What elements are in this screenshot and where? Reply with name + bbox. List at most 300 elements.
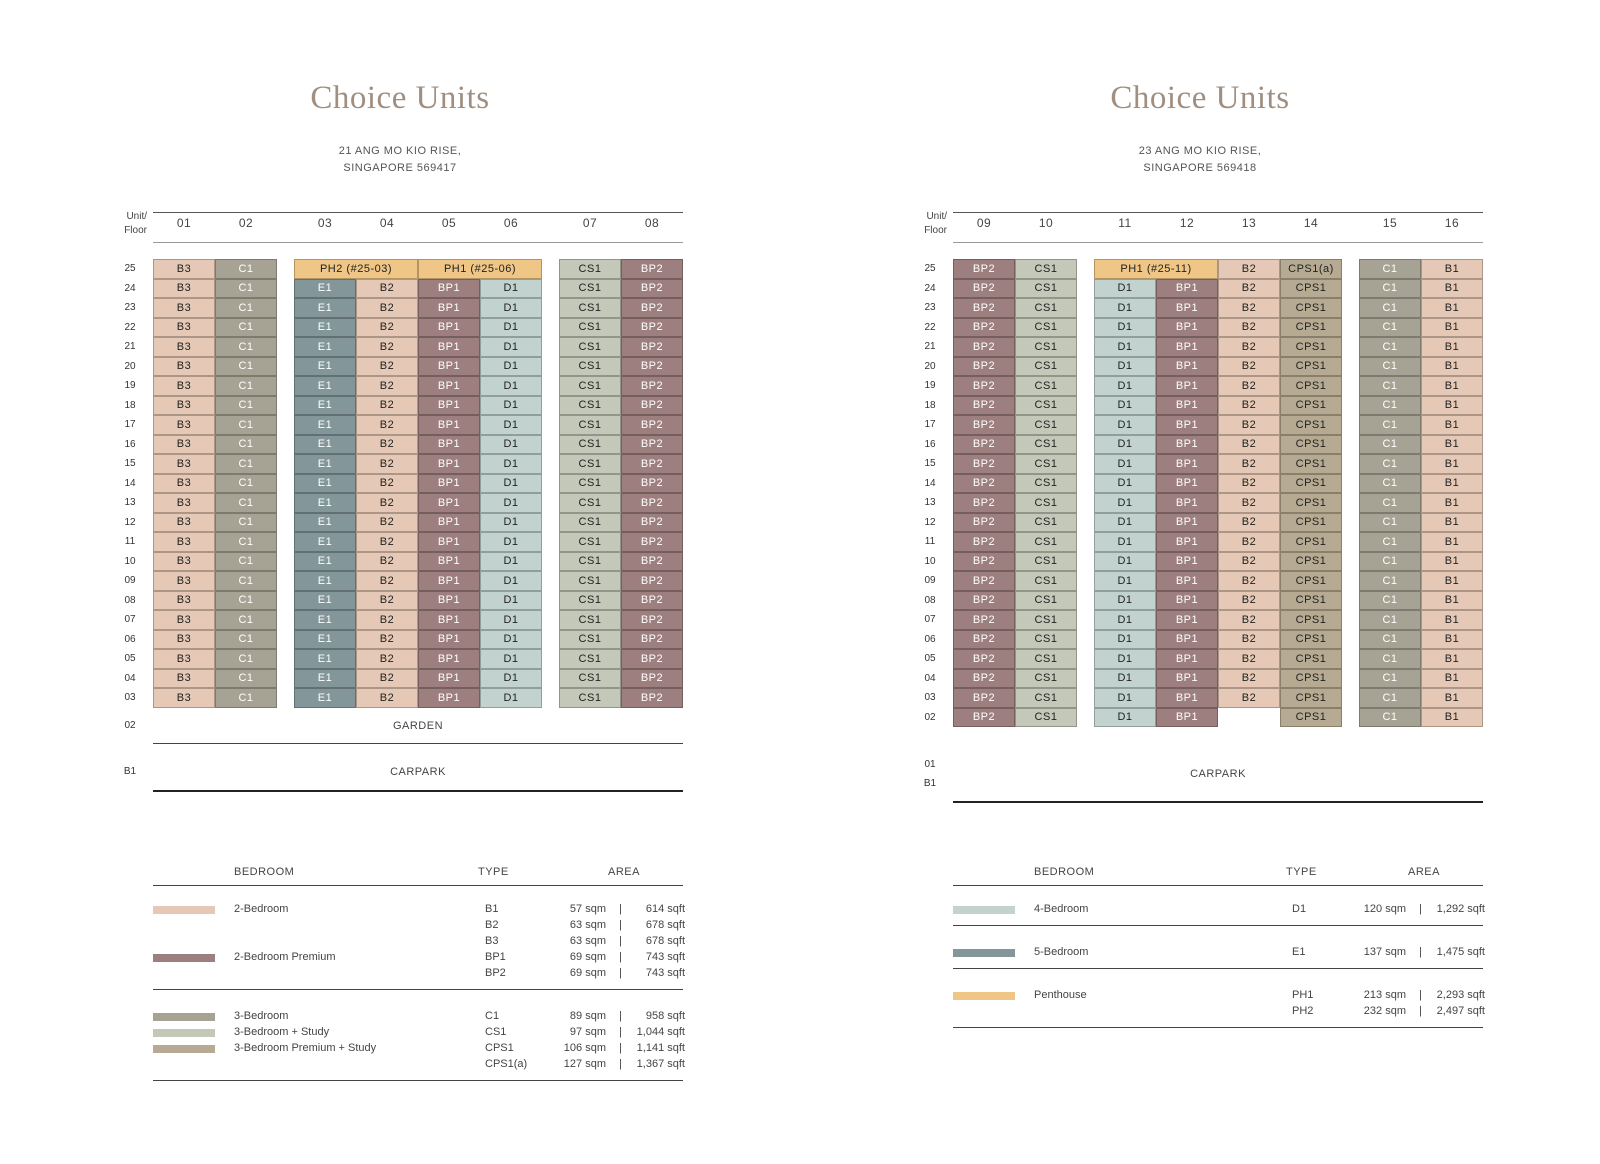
unit-cell: B2 bbox=[356, 552, 418, 572]
unit-cell: C1 bbox=[215, 630, 277, 650]
unit-cell: B2 bbox=[1218, 259, 1280, 279]
unit-cell: E1 bbox=[294, 415, 356, 435]
legend-sqft: 1,292 sqft bbox=[1436, 903, 1485, 915]
legend-swatch bbox=[153, 1013, 215, 1021]
unit-cell: BP2 bbox=[621, 357, 683, 377]
unit-cell: E1 bbox=[294, 669, 356, 689]
unit-cell: C1 bbox=[1359, 630, 1421, 650]
floor-label-12: 12 bbox=[124, 516, 136, 528]
floor-label-b1: B1 bbox=[123, 765, 137, 777]
unit-cell: BP2 bbox=[621, 571, 683, 591]
floor-label-06: 06 bbox=[924, 633, 936, 645]
unit-cell: B1 bbox=[1421, 591, 1483, 611]
unit-cell: BP2 bbox=[621, 610, 683, 630]
unit-cell: D1 bbox=[1094, 649, 1156, 669]
unit-cell: C1 bbox=[215, 493, 277, 513]
unit-cell: BP2 bbox=[953, 493, 1015, 513]
legend-sep: | bbox=[619, 903, 622, 915]
unit-cell: B1 bbox=[1421, 532, 1483, 552]
unit-cell: CS1 bbox=[1015, 474, 1077, 494]
unit-cell: C1 bbox=[215, 376, 277, 396]
unit-cell: BP2 bbox=[953, 649, 1015, 669]
unit-cell: E1 bbox=[294, 552, 356, 572]
legend-sqft: 2,293 sqft bbox=[1436, 989, 1485, 1001]
unit-cell: CS1 bbox=[1015, 630, 1077, 650]
floor-label-19: 19 bbox=[924, 380, 936, 391]
unit-cell: CPS1 bbox=[1280, 610, 1342, 630]
unit-cell: C1 bbox=[215, 532, 277, 552]
legend-sqm: 137 sqm bbox=[1363, 946, 1406, 958]
unit-cell: B2 bbox=[356, 630, 418, 650]
legend-type: B2 bbox=[485, 919, 499, 931]
unit-cell: BP2 bbox=[621, 591, 683, 611]
unit-cell: B3 bbox=[153, 493, 215, 513]
unit-cell: D1 bbox=[480, 688, 542, 708]
unit-cell: B3 bbox=[153, 630, 215, 650]
unit-cell: C1 bbox=[1359, 669, 1421, 689]
unit-cell: D1 bbox=[1094, 318, 1156, 338]
unit-cell: C1 bbox=[1359, 357, 1421, 377]
unit-cell: BP2 bbox=[621, 630, 683, 650]
floor-label-05: 05 bbox=[924, 653, 936, 664]
unit-cell: B1 bbox=[1421, 474, 1483, 494]
unit-cell: CPS1 bbox=[1280, 279, 1342, 299]
unit-cell: D1 bbox=[1094, 630, 1156, 650]
unit-cell: C1 bbox=[215, 552, 277, 572]
legend-type: B3 bbox=[485, 935, 499, 947]
unit-cell: D1 bbox=[1094, 571, 1156, 591]
unit-cell: D1 bbox=[1094, 688, 1156, 708]
legend-sep: | bbox=[1419, 903, 1422, 915]
legend-sep: | bbox=[619, 1026, 622, 1038]
unit-cell: B1 bbox=[1421, 669, 1483, 689]
unit-cell: BP1 bbox=[1156, 376, 1218, 396]
floor-label-13: 13 bbox=[924, 497, 936, 508]
floor-label-24: 24 bbox=[124, 282, 136, 294]
unit-cell: D1 bbox=[1094, 708, 1156, 728]
floor-label-08: 08 bbox=[924, 594, 936, 606]
legend-header-type: TYPE bbox=[478, 866, 509, 878]
legend-sep: | bbox=[619, 919, 622, 931]
unit-cell: CPS1 bbox=[1280, 688, 1342, 708]
unit-cell: BP2 bbox=[621, 337, 683, 357]
unit-cell: C1 bbox=[1359, 552, 1421, 572]
unit-cell: B1 bbox=[1421, 376, 1483, 396]
unit-cell: CS1 bbox=[559, 298, 621, 318]
unit-cell: BP2 bbox=[953, 435, 1015, 455]
floor-label-08: 08 bbox=[124, 594, 136, 606]
unit-cell: BP2 bbox=[621, 493, 683, 513]
unit-cell: B1 bbox=[1421, 337, 1483, 357]
unit-cell: BP1 bbox=[418, 532, 480, 552]
unit-cell: D1 bbox=[480, 571, 542, 591]
unit-cell: CPS1 bbox=[1280, 552, 1342, 572]
unit-cell: BP1 bbox=[1156, 688, 1218, 708]
unit-cell: B1 bbox=[1421, 649, 1483, 669]
unit-cell: BP1 bbox=[1156, 571, 1218, 591]
unit-cell: B1 bbox=[1421, 493, 1483, 513]
unit-cell: D1 bbox=[480, 610, 542, 630]
floor-label-05: 05 bbox=[124, 653, 136, 664]
legend-divider bbox=[953, 925, 1483, 926]
unit-cell: BP2 bbox=[953, 630, 1015, 650]
legend-swatch bbox=[953, 992, 1015, 1000]
unit-cell: B2 bbox=[1218, 532, 1280, 552]
unit-cell: CS1 bbox=[1015, 279, 1077, 299]
right-panel bbox=[800, 0, 1600, 1164]
legend-label: Penthouse bbox=[1034, 989, 1087, 1001]
unit-label: Unit/ bbox=[926, 211, 947, 222]
unit-cell: CS1 bbox=[559, 532, 621, 552]
unit-cell: BP1 bbox=[1156, 610, 1218, 630]
unit-cell: CPS1 bbox=[1280, 454, 1342, 474]
unit-cell: C1 bbox=[1359, 318, 1421, 338]
unit-cell: CS1 bbox=[1015, 337, 1077, 357]
penthouse-cell: PH2 (#25-03) bbox=[294, 259, 418, 279]
unit-cell: B2 bbox=[356, 474, 418, 494]
legend-sqm: 127 sqm bbox=[563, 1058, 606, 1070]
unit-cell: BP2 bbox=[621, 298, 683, 318]
legend-header-type: TYPE bbox=[1286, 866, 1317, 878]
legend-label: 3-Bedroom + Study bbox=[234, 1026, 330, 1038]
unit-cell: B2 bbox=[1218, 552, 1280, 572]
unit-cell: BP2 bbox=[953, 357, 1015, 377]
penthouse-cell: PH1 (#25-11) bbox=[1094, 259, 1218, 279]
floor-label-22: 22 bbox=[124, 321, 136, 333]
unit-cell: E1 bbox=[294, 376, 356, 396]
unit-cell: CS1 bbox=[559, 630, 621, 650]
address-line-1: 23 ANG MO KIO RISE, bbox=[1138, 145, 1262, 157]
legend-sqm: 97 sqm bbox=[569, 1026, 606, 1038]
unit-cell: BP2 bbox=[621, 259, 683, 279]
legend-sqft: 2,497 sqft bbox=[1436, 1005, 1485, 1017]
unit-cell: BP1 bbox=[418, 298, 480, 318]
floor-label: Floor bbox=[924, 225, 947, 236]
legend-type: PH1 bbox=[1292, 989, 1314, 1001]
unit-cell: BP1 bbox=[1156, 318, 1218, 338]
unit-cell: B2 bbox=[1218, 630, 1280, 650]
unit-cell: B1 bbox=[1421, 708, 1483, 728]
unit-cell: E1 bbox=[294, 298, 356, 318]
floor-label-07: 07 bbox=[124, 614, 136, 625]
unit-cell: CPS1 bbox=[1280, 376, 1342, 396]
floor-label: Floor bbox=[124, 225, 147, 236]
unit-cell: D1 bbox=[1094, 474, 1156, 494]
unit-cell: BP1 bbox=[1156, 396, 1218, 416]
unit-cell: C1 bbox=[1359, 610, 1421, 630]
unit-cell: BP1 bbox=[1156, 415, 1218, 435]
unit-cell: B1 bbox=[1421, 454, 1483, 474]
unit-cell: CPS1 bbox=[1280, 396, 1342, 416]
legend-sqm: 69 sqm bbox=[569, 967, 606, 979]
unit-cell: B2 bbox=[1218, 649, 1280, 669]
header-divider bbox=[953, 212, 1483, 213]
unit-cell: B2 bbox=[1218, 669, 1280, 689]
unit-cell: D1 bbox=[480, 376, 542, 396]
unit-cell: CS1 bbox=[559, 493, 621, 513]
column-header-16: 16 bbox=[1444, 216, 1460, 230]
legend-label: 3-Bedroom Premium + Study bbox=[234, 1042, 377, 1054]
unit-cell: B1 bbox=[1421, 279, 1483, 299]
unit-cell: B3 bbox=[153, 415, 215, 435]
legend-sep: | bbox=[619, 1010, 622, 1022]
unit-cell: B2 bbox=[356, 649, 418, 669]
unit-cell: BP2 bbox=[953, 552, 1015, 572]
column-header-12: 12 bbox=[1179, 216, 1195, 230]
unit-cell: BP1 bbox=[1156, 337, 1218, 357]
unit-cell: CPS1 bbox=[1280, 435, 1342, 455]
floor-label-02: 02 bbox=[124, 719, 136, 731]
unit-cell: C1 bbox=[1359, 415, 1421, 435]
unit-cell: CS1 bbox=[1015, 591, 1077, 611]
unit-cell: CS1 bbox=[1015, 571, 1077, 591]
unit-cell: BP1 bbox=[418, 279, 480, 299]
unit-cell: B2 bbox=[1218, 474, 1280, 494]
unit-cell: CS1 bbox=[1015, 532, 1077, 552]
unit-cell: CS1 bbox=[1015, 493, 1077, 513]
unit-cell: C1 bbox=[215, 259, 277, 279]
unit-cell: BP1 bbox=[418, 552, 480, 572]
unit-cell: BP2 bbox=[953, 259, 1015, 279]
legend-label: 2-Bedroom bbox=[234, 903, 289, 915]
unit-cell: E1 bbox=[294, 454, 356, 474]
unit-cell: C1 bbox=[1359, 591, 1421, 611]
unit-cell: CS1 bbox=[559, 474, 621, 494]
legend-swatch bbox=[153, 906, 215, 914]
unit-cell: D1 bbox=[1094, 591, 1156, 611]
column-header-13: 13 bbox=[1241, 216, 1257, 230]
unit-floor-label bbox=[115, 210, 147, 238]
unit-cell: D1 bbox=[480, 532, 542, 552]
unit-cell: E1 bbox=[294, 435, 356, 455]
column-header-02: 02 bbox=[238, 216, 254, 230]
unit-cell: C1 bbox=[1359, 532, 1421, 552]
unit-cell: CS1 bbox=[559, 571, 621, 591]
unit-cell: C1 bbox=[1359, 435, 1421, 455]
legend-type: B1 bbox=[485, 903, 499, 915]
unit-cell: CS1 bbox=[1015, 669, 1077, 689]
unit-cell: BP1 bbox=[1156, 708, 1218, 728]
legend-sqm: 89 sqm bbox=[569, 1010, 606, 1022]
legend-label: 2-Bedroom Premium bbox=[234, 951, 336, 963]
unit-cell: E1 bbox=[294, 337, 356, 357]
unit-cell: E1 bbox=[294, 649, 356, 669]
legend-sep: | bbox=[1419, 989, 1422, 1001]
unit-cell: B3 bbox=[153, 610, 215, 630]
unit-cell: BP1 bbox=[1156, 669, 1218, 689]
unit-cell: B1 bbox=[1421, 630, 1483, 650]
unit-cell: CS1 bbox=[1015, 688, 1077, 708]
column-header-10: 10 bbox=[1038, 216, 1054, 230]
floor-label-03: 03 bbox=[924, 692, 936, 703]
unit-cell: BP1 bbox=[1156, 630, 1218, 650]
unit-cell: CS1 bbox=[559, 376, 621, 396]
unit-cell: C1 bbox=[215, 669, 277, 689]
unit-cell: D1 bbox=[480, 669, 542, 689]
column-header-15: 15 bbox=[1382, 216, 1398, 230]
unit-cell: CPS1 bbox=[1280, 357, 1342, 377]
unit-cell: CS1 bbox=[1015, 396, 1077, 416]
floor-label-02: 02 bbox=[924, 711, 936, 723]
unit-cell: C1 bbox=[215, 337, 277, 357]
legend-type: E1 bbox=[1292, 946, 1306, 958]
unit-cell: E1 bbox=[294, 688, 356, 708]
unit-cell: CS1 bbox=[559, 649, 621, 669]
floor-label-20: 20 bbox=[124, 360, 136, 372]
unit-cell: D1 bbox=[1094, 493, 1156, 513]
unit-cell: B3 bbox=[153, 649, 215, 669]
unit-cell: BP1 bbox=[418, 318, 480, 338]
unit-cell: CS1 bbox=[559, 669, 621, 689]
unit-cell: C1 bbox=[215, 649, 277, 669]
unit-cell: B1 bbox=[1421, 298, 1483, 318]
unit-cell: CPS1(a) bbox=[1280, 259, 1342, 279]
column-header-05: 05 bbox=[441, 216, 457, 230]
unit-cell: BP2 bbox=[953, 708, 1015, 728]
divider bbox=[153, 790, 683, 792]
unit-cell: CS1 bbox=[1015, 708, 1077, 728]
unit-cell: C1 bbox=[215, 513, 277, 533]
unit-cell: CS1 bbox=[1015, 649, 1077, 669]
unit-cell: D1 bbox=[1094, 298, 1156, 318]
unit-cell: B2 bbox=[1218, 415, 1280, 435]
legend-type: BP1 bbox=[485, 951, 506, 963]
legend-sqm: 120 sqm bbox=[1363, 903, 1406, 915]
legend-label: 4-Bedroom bbox=[1034, 903, 1089, 915]
unit-cell: D1 bbox=[480, 318, 542, 338]
unit-cell: C1 bbox=[1359, 337, 1421, 357]
unit-cell: CPS1 bbox=[1280, 318, 1342, 338]
unit-cell: D1 bbox=[1094, 279, 1156, 299]
unit-cell: B1 bbox=[1421, 688, 1483, 708]
legend-sqm: 57 sqm bbox=[569, 903, 606, 915]
unit-cell: CS1 bbox=[1015, 552, 1077, 572]
unit-cell: C1 bbox=[215, 298, 277, 318]
floor-label-25: 25 bbox=[924, 263, 936, 274]
unit-cell: BP2 bbox=[953, 415, 1015, 435]
column-header-04: 04 bbox=[379, 216, 395, 230]
floor-label-15: 15 bbox=[924, 458, 936, 469]
unit-cell: C1 bbox=[1359, 571, 1421, 591]
unit-label: Unit/ bbox=[126, 211, 147, 222]
unit-cell: B2 bbox=[1218, 279, 1280, 299]
unit-cell: C1 bbox=[215, 474, 277, 494]
unit-cell: BP1 bbox=[418, 493, 480, 513]
unit-cell: BP2 bbox=[621, 279, 683, 299]
legend-sqm: 106 sqm bbox=[563, 1042, 606, 1054]
column-header-11: 11 bbox=[1118, 216, 1132, 230]
unit-cell: D1 bbox=[1094, 376, 1156, 396]
unit-cell: C1 bbox=[215, 454, 277, 474]
unit-cell: D1 bbox=[1094, 552, 1156, 572]
unit-cell: B2 bbox=[1218, 454, 1280, 474]
unit-cell: CPS1 bbox=[1280, 591, 1342, 611]
unit-cell: B3 bbox=[153, 513, 215, 533]
unit-cell: BP1 bbox=[1156, 357, 1218, 377]
unit-cell: CS1 bbox=[559, 591, 621, 611]
unit-cell: BP2 bbox=[621, 318, 683, 338]
unit-cell: E1 bbox=[294, 396, 356, 416]
unit-cell: B1 bbox=[1421, 357, 1483, 377]
unit-cell: BP1 bbox=[418, 396, 480, 416]
unit-cell: C1 bbox=[215, 415, 277, 435]
unit-cell: B3 bbox=[153, 376, 215, 396]
unit-cell: B2 bbox=[356, 376, 418, 396]
unit-cell: BP1 bbox=[418, 688, 480, 708]
floor-label-24: 24 bbox=[924, 282, 936, 294]
unit-cell: E1 bbox=[294, 357, 356, 377]
unit-cell: C1 bbox=[1359, 493, 1421, 513]
unit-cell: BP2 bbox=[621, 435, 683, 455]
floor-label-04: 04 bbox=[124, 672, 136, 684]
legend-type: BP2 bbox=[485, 967, 506, 979]
legend-sqft: 1,367 sqft bbox=[636, 1058, 685, 1070]
unit-cell: E1 bbox=[294, 474, 356, 494]
unit-cell: CS1 bbox=[559, 337, 621, 357]
legend-sqft: 743 sqft bbox=[645, 967, 685, 979]
legend-swatch bbox=[953, 949, 1015, 957]
unit-cell: B3 bbox=[153, 435, 215, 455]
unit-cell: BP1 bbox=[418, 591, 480, 611]
unit-cell: B2 bbox=[1218, 688, 1280, 708]
unit-cell: D1 bbox=[480, 630, 542, 650]
garden-label: GARDEN bbox=[392, 719, 444, 732]
unit-cell: D1 bbox=[480, 435, 542, 455]
unit-cell: B3 bbox=[153, 259, 215, 279]
floor-label-b1: B1 bbox=[923, 778, 937, 789]
unit-cell: B3 bbox=[153, 454, 215, 474]
unit-cell: CS1 bbox=[559, 415, 621, 435]
legend-sep: | bbox=[619, 951, 622, 963]
unit-cell: C1 bbox=[1359, 708, 1421, 728]
unit-cell: E1 bbox=[294, 493, 356, 513]
unit-cell: B3 bbox=[153, 532, 215, 552]
unit-cell: BP1 bbox=[418, 571, 480, 591]
unit-cell: E1 bbox=[294, 571, 356, 591]
floor-label-17: 17 bbox=[124, 419, 136, 430]
unit-cell: BP1 bbox=[1156, 279, 1218, 299]
unit-cell: CS1 bbox=[1015, 454, 1077, 474]
carpark-label: CARPARK bbox=[1190, 768, 1246, 780]
unit-cell: BP2 bbox=[621, 669, 683, 689]
unit-cell: B1 bbox=[1421, 259, 1483, 279]
unit-cell: B3 bbox=[153, 552, 215, 572]
unit-cell: D1 bbox=[1094, 454, 1156, 474]
floor-label-23: 23 bbox=[924, 302, 936, 313]
unit-cell: E1 bbox=[294, 279, 356, 299]
unit-cell: B2 bbox=[356, 688, 418, 708]
unit-cell: B2 bbox=[356, 513, 418, 533]
unit-cell: B3 bbox=[153, 279, 215, 299]
penthouse-cell: PH1 (#25-06) bbox=[418, 259, 542, 279]
legend-divider bbox=[953, 1027, 1483, 1028]
unit-cell: B2 bbox=[1218, 318, 1280, 338]
unit-cell: B2 bbox=[1218, 513, 1280, 533]
unit-cell: CS1 bbox=[559, 610, 621, 630]
unit-cell: B2 bbox=[356, 279, 418, 299]
unit-cell: CS1 bbox=[559, 279, 621, 299]
unit-cell: B3 bbox=[153, 298, 215, 318]
unit-cell: CPS1 bbox=[1280, 532, 1342, 552]
unit-cell: BP1 bbox=[418, 610, 480, 630]
unit-cell: E1 bbox=[294, 513, 356, 533]
unit-cell: BP1 bbox=[1156, 298, 1218, 318]
unit-cell: B2 bbox=[356, 415, 418, 435]
floor-label-12: 12 bbox=[924, 516, 936, 528]
unit-cell: BP2 bbox=[953, 610, 1015, 630]
unit-cell: C1 bbox=[215, 318, 277, 338]
unit-cell: BP1 bbox=[1156, 649, 1218, 669]
